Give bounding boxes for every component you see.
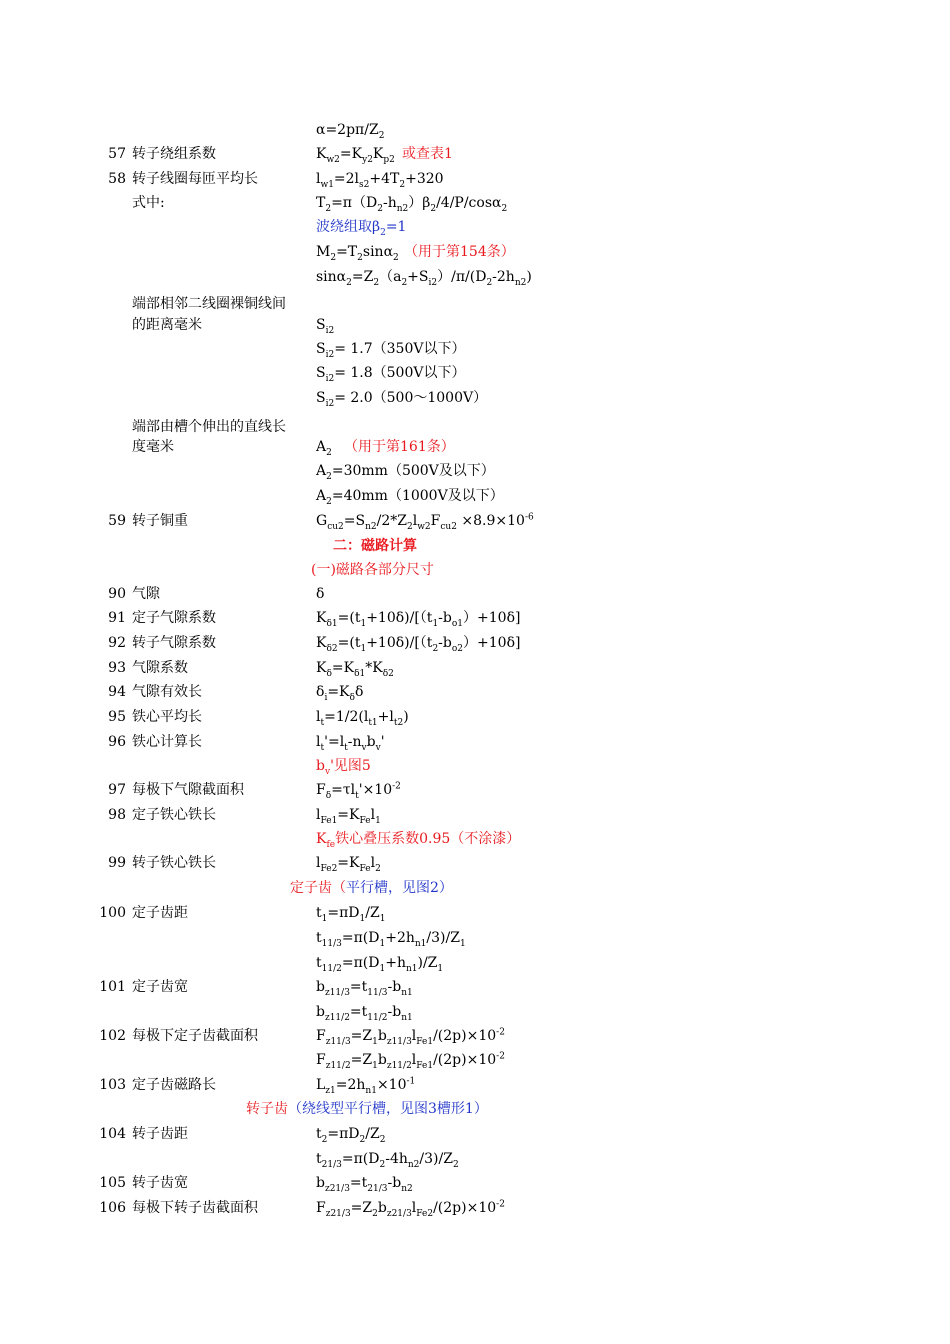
formula: $L_{z1}=2h_{n1}\times 10^{-1}$ <box>316 1076 416 1096</box>
formula: $G_{cu2}=S_{n2}/2*Z_2l_{w2}F_{cu2} \times 8.9\times 10^{-6}$ <box>316 512 534 532</box>
item-number: 100 <box>99 905 126 921</box>
formula-row <box>0 1048 950 1072</box>
formula-row <box>0 827 950 851</box>
item-94 <box>0 680 950 704</box>
item-number: 91 <box>108 610 126 626</box>
item-102 <box>0 1024 950 1048</box>
item-label: 转子铜重 <box>132 513 188 529</box>
subsection-heading <box>0 1097 950 1121</box>
formula: $K_{w2}=K_{y2}K_{p2}$ <box>316 146 395 165</box>
formula: $l_t'=l_t-n_vb_v'$ <box>316 734 385 753</box>
item-number: 97 <box>108 782 126 798</box>
item-label: 气隙系数 <box>132 660 188 676</box>
item-92 <box>0 631 950 655</box>
item-103 <box>0 1073 950 1097</box>
note: 或查表1 <box>402 146 453 162</box>
item-number: 59 <box>108 513 126 529</box>
subsection-title: 转子齿（绕线型平行槽，见图3槽形1） <box>246 1101 488 1117</box>
formula: $t_1=\pi D_1/Z_1$ <box>316 905 386 924</box>
section-heading <box>0 534 950 558</box>
formula-row <box>0 1000 950 1024</box>
item-59 <box>0 509 950 533</box>
formula: $b_{z11/3}=t_{11/3}-b_{n1}$ <box>316 979 413 998</box>
item-number: 106 <box>99 1200 126 1216</box>
item-label: 气隙有效长 <box>132 684 202 700</box>
formula: $l_{Fe2}=K_{Fe}l_2$ <box>316 855 381 874</box>
item-number: 104 <box>99 1126 126 1142</box>
formula-row <box>0 484 950 508</box>
item-label: 转子铁心铁长 <box>132 855 216 871</box>
item-number: 94 <box>108 684 126 700</box>
formula: $b_{z11/2}=t_{11/2}-b_{n1}$ <box>316 1004 413 1023</box>
formula-row <box>0 215 950 239</box>
formula: $K_{fe}$铁心叠压系数0.95（不涂漆） <box>316 831 521 850</box>
item-number: 99 <box>108 855 126 871</box>
item-number: 102 <box>99 1028 126 1044</box>
formula: $t_2=\pi D_2/Z_2$ <box>316 1126 386 1145</box>
item-number: 95 <box>108 709 126 725</box>
formula: $b_{z21/3}=t_{21/3}-b_{n2}$ <box>316 1175 413 1194</box>
formula-row <box>0 361 950 385</box>
formula-row <box>0 926 950 950</box>
label-row <box>0 435 950 459</box>
item-number: 92 <box>108 635 126 651</box>
formula: $K_\delta=K_{\delta 1}*K_{\delta 2}$ <box>316 660 394 679</box>
formula: $l_{w1}=2l_{s2}+4T_2+320$ <box>316 171 444 190</box>
formula: $\alpha=2p\pi/Z_2$ <box>316 122 385 141</box>
item-label: 的距离毫米 <box>132 317 202 333</box>
note: （用于第161条） <box>344 439 455 455</box>
label-row <box>0 313 950 337</box>
item-label: 铁心计算长 <box>132 734 202 750</box>
formula: $t_{21/3}=\pi(D_2-4h_{n2}/3)/Z_2$ <box>316 1151 459 1170</box>
formula: $K_{\delta 1}=(t_1+10\delta)/[(t_1-b_{o1})+10\delta]$ <box>316 610 521 629</box>
formula: $t_{11/2}=\pi(D_1+h_{n1})/Z_1$ <box>316 955 444 974</box>
formula: $t_{11/3}=\pi(D_1+2h_{n1}/3)/Z_1$ <box>316 930 466 949</box>
item-label: 定子齿距 <box>132 905 188 921</box>
item-90 <box>0 582 950 606</box>
formula-row <box>0 951 950 975</box>
formula: $K_{\delta 2}=(t_1+10\delta)/[(t_2-b_{o2})+10\delta]$ <box>316 635 521 654</box>
item-label: 每极下转子齿截面积 <box>132 1200 258 1216</box>
item-number: 101 <box>99 979 126 995</box>
formula: $A_2=30mm(500V$及以下） <box>316 463 495 482</box>
item-number: 96 <box>108 734 126 750</box>
item-98 <box>0 803 950 827</box>
item-99 <box>0 851 950 875</box>
item-97 <box>0 778 950 802</box>
item-number: 90 <box>108 586 126 602</box>
item-label: 转子线圈每匝平均长 <box>132 171 258 187</box>
formula-row <box>0 240 950 264</box>
item-label: 气隙 <box>132 586 160 602</box>
formula-row <box>0 265 950 289</box>
formula: $F_{z11/3}=Z_1b_{z11/3}l_{Fe1}/(2p)\times 10^{-2}$ <box>316 1027 505 1047</box>
formula: $M_2=T_2\sin\alpha_2$ <box>316 244 399 263</box>
item-label: 定子齿磁路长 <box>132 1077 216 1093</box>
item-57 <box>0 142 950 166</box>
formula: 波绕组取$\beta_2=1$ <box>316 219 407 238</box>
subsection-title: (一)磁路各部分尺寸 <box>311 562 434 578</box>
item-label: 定子铁心铁长 <box>132 807 216 823</box>
item-label: 转子齿宽 <box>132 1175 188 1191</box>
item-number: 98 <box>108 807 126 823</box>
formula: $S_{i2}$ <box>316 317 335 336</box>
item-number: 57 <box>108 146 126 162</box>
section-title: 二：磁路计算 <box>333 538 417 554</box>
formula: $S_{i2}=$ 2.0（500～1000V） <box>316 390 488 409</box>
item-label: 式中: <box>132 195 165 211</box>
item-label: 转子气隙系数 <box>132 635 216 651</box>
formula: $l_{Fe1}=K_{Fe}l_1$ <box>316 807 381 826</box>
item-label: 转子齿距 <box>132 1126 188 1142</box>
formula: $\delta_i=K_\delta\delta$ <box>316 684 364 703</box>
formula: $b_v'$见图5 <box>316 758 371 777</box>
item-number: 103 <box>99 1077 126 1093</box>
item-95 <box>0 705 950 729</box>
item-number: 93 <box>108 660 126 676</box>
item-58-where <box>0 191 950 215</box>
item-96 <box>0 730 950 754</box>
item-label: 度毫米 <box>132 439 174 455</box>
item-label: 铁心平均长 <box>132 709 202 725</box>
formula-row <box>0 386 950 410</box>
item-label: 定子齿宽 <box>132 979 188 995</box>
item-105 <box>0 1171 950 1195</box>
item-label: 端部相邻二线圈裸铜线间 <box>132 296 286 312</box>
subsection-title: 定子齿（平行槽，见图2） <box>290 880 453 896</box>
item-label: 每极下气隙截面积 <box>132 782 244 798</box>
item-label: 端部由槽个伸出的直线长 <box>132 419 286 435</box>
formula: $F_{z11/2}=Z_1b_{z11/2}l_{Fe1}/(2p)\times 10^{-2}$ <box>316 1051 505 1071</box>
formula: δ <box>316 586 325 602</box>
formula-row <box>0 118 950 142</box>
item-label: 每极下定子齿截面积 <box>132 1028 258 1044</box>
formula: $A_2=40mm(1000V$及以下） <box>316 488 504 507</box>
item-106 <box>0 1196 950 1220</box>
subsection-heading <box>0 876 950 900</box>
item-101 <box>0 975 950 999</box>
formula: $F_{z21/3}=Z_2b_{z21/3}l_{Fe2}/(2p)\times 10^{-2}$ <box>316 1199 505 1219</box>
formula: $T_2=\pi(D_2-h_{n2})\beta_2/4/P/\cos\alpha_2$ <box>316 195 508 214</box>
item-label: 定子气隙系数 <box>132 610 216 626</box>
formula: $S_{i2}= 1.7(350V$以下） <box>316 341 466 360</box>
item-91 <box>0 606 950 630</box>
formula-row <box>0 459 950 483</box>
subsection-heading <box>0 558 950 582</box>
formula-row <box>0 337 950 361</box>
item-number: 58 <box>108 171 126 187</box>
note: （用于第154条） <box>404 244 515 260</box>
formula: $l_t=1/2(l_{t1}+l_{t2})$ <box>316 709 409 728</box>
item-58 <box>0 167 950 191</box>
formula: $S_{i2}= 1.8(500V$以下） <box>316 365 466 384</box>
item-100 <box>0 901 950 925</box>
item-93 <box>0 656 950 680</box>
item-104 <box>0 1122 950 1146</box>
formula-row <box>0 754 950 778</box>
item-number: 105 <box>99 1175 126 1191</box>
formula: $\sin\alpha_2=Z_2(a_2+S_{i2})/\pi/(D_2-2h_{n2})$ <box>316 269 532 288</box>
formula: $A_2$ <box>316 439 332 458</box>
formula-row <box>0 1147 950 1171</box>
item-label: 转子绕组系数 <box>132 146 216 162</box>
formula: $F_\delta=\tau l_t'\times 10^{-2}$ <box>316 781 401 801</box>
